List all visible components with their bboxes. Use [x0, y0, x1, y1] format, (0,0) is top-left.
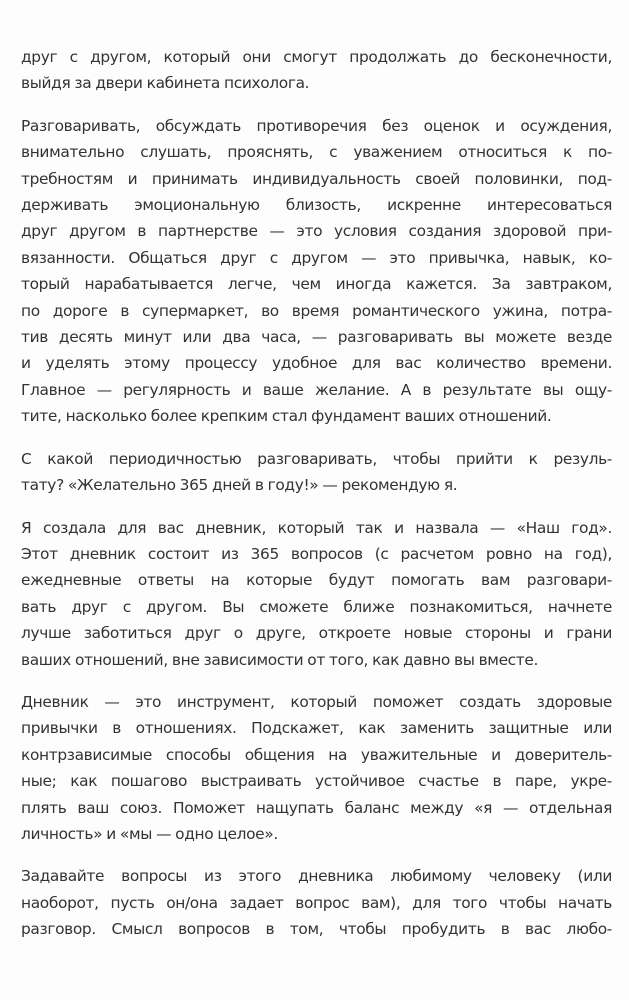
paragraph-4: [21, 515, 612, 673]
text-line: ваших отношений, вне зависимости от того, как давно вы вместе.: [21, 650, 539, 669]
text-line: тив десять минут или два часа, — разговаривать вы можете везде: [21, 328, 612, 347]
text-line: торый нарабатывается легче, чем иногда кажется. За завтраком,: [21, 275, 612, 294]
text-line: Этот дневник состоит из 365 вопросов (с расчетом ровно на год),: [21, 544, 612, 563]
text-line: по дороге в супермаркет, во время романтического ужина, потра-: [21, 301, 612, 320]
text-line: Я создала для вас дневник, который так и назвала — «Наш год».: [21, 518, 612, 537]
text-line: тату? «Желательно 365 дней в году!» — рекомендую я.: [21, 476, 458, 495]
text-line: ежедневные ответы на которые будут помогать вам разговари-: [21, 571, 612, 590]
text-line: выйдя за двери кабинета психолога.: [21, 74, 310, 93]
paragraph-1: [21, 44, 612, 97]
text-line: вязанности. Общаться друг с другом — это привычка, навык, ко-: [21, 248, 612, 267]
text-line: вать друг с другом. Вы сможете ближе познакомиться, начнете: [21, 597, 612, 616]
text-line: и уделять этому процессу удобное для вас количество времени.: [21, 354, 612, 373]
text-line: плять ваш союз. Поможет нащупать баланс между «я — отдельная: [21, 798, 612, 817]
text-line: ные; как пошагово выстраивать устойчивое счастье в паре, укре-: [21, 772, 612, 791]
text-line: привычки в отношениях. Подскажет, как заменить защитные или: [21, 719, 612, 738]
text-line: С какой периодичностью разговаривать, чтобы прийти к резуль-: [21, 449, 612, 468]
text-line: наоборот, пусть он/она задает вопрос вам), для того чтобы начать: [21, 893, 612, 912]
paragraph-2: [21, 113, 612, 430]
text-line: лучше заботиться друг о друге, откроете новые стороны и грани: [21, 624, 612, 643]
text-line: Главное — регулярность и ваше желание. А в результате вы ощу-: [21, 380, 612, 399]
text-line: личность» и «мы — одно целое».: [21, 824, 278, 843]
text-line: требностям и принимать индивидуальность своей половинки, под-: [21, 169, 612, 188]
text-line: тите, насколько более крепким стал фундамент ваших отношений.: [21, 407, 552, 426]
text-line: внимательно слушать, прояснять, с уважением относиться к по-: [21, 143, 612, 162]
text-line: Дневник — это инструмент, который поможет создать здоровые: [21, 692, 612, 711]
text-line: Разговаривать, обсуждать противоречия без оценок и осуждения,: [21, 116, 612, 135]
text-line: разговор. Смысл вопросов в том, чтобы пробудить в вас любо-: [21, 920, 612, 939]
text-line: друг с другом, который они смогут продолжать до бесконечности,: [21, 48, 612, 66]
text-line: держивать эмоциональную близость, искренне интересоваться: [21, 196, 612, 215]
paragraph-5: [21, 689, 612, 847]
text-line: друг другом в партнерстве — это условия создания здоровой при-: [21, 222, 612, 241]
paragraph-6: [21, 863, 612, 942]
paragraph-3: [21, 446, 612, 499]
text-line: контрзависимые способы общения на уважительные и доверитель-: [21, 745, 612, 764]
text-line: Задавайте вопросы из этого дневника любимому человеку (или: [21, 867, 612, 886]
